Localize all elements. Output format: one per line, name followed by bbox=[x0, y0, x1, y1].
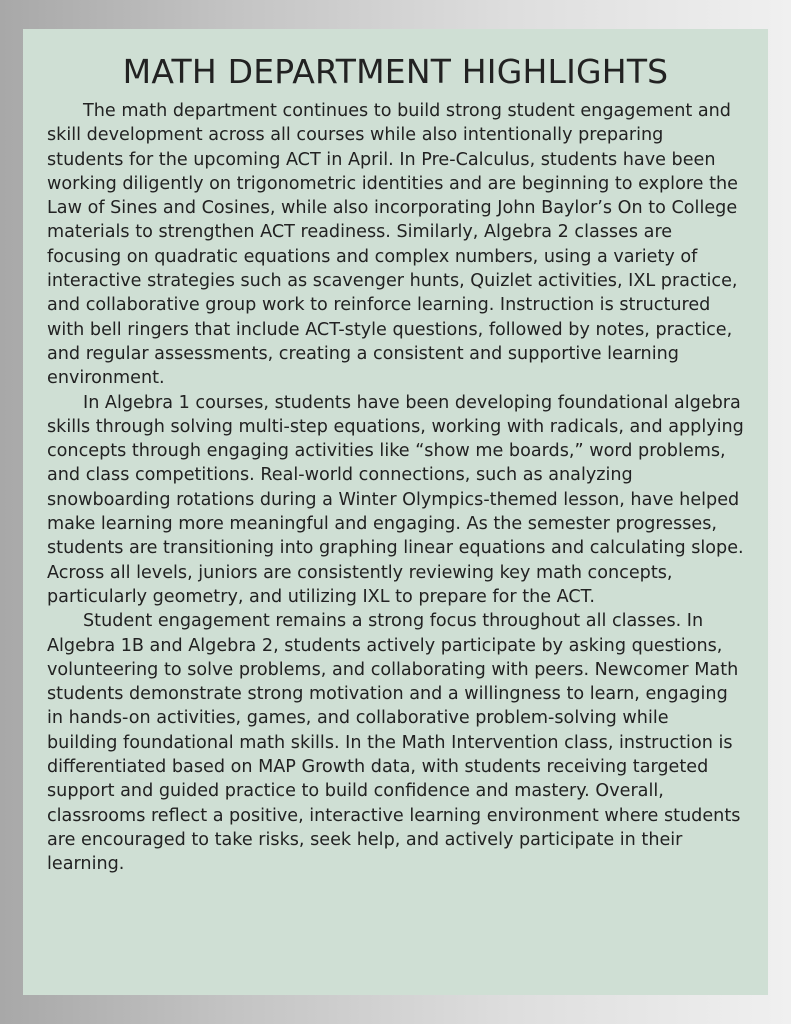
article-body bbox=[47, 99, 744, 877]
paragraph-algebra-1: In Algebra 1 courses, students have been developing foundational algebra skills through solving multi-step equations, working with radicals, and applying concepts through engaging activities like “show me boards,” word problems, and class competitions. Real-world connections, such as analyzing snowboarding rotations during a Winter Olympics-themed lesson, have helped make learning more meaningful and engaging. As the semester progresses, students are transitioning into graphing linear equations and calculating slope. Across all levels, juniors are consistently reviewing key math concepts, particularly geometry, and utilizing IXL to prepare for the ACT. bbox=[47, 392, 744, 607]
paragraph-pre-calculus-algebra-2: The math department continues to build strong student engagement and skill development across all courses while also intentionally preparing students for the upcoming ACT in April. In Pre-Calculus, students have been working diligently on trigonometric identities and are beginning to explore the Law of Sines and Cosines, while also incorporating John Baylor’s On to College materials to strengthen ACT readiness. Similarly, Algebra 2 classes are focusing on quadratic equations and complex numbers, using a variety of interactive strategies such as scavenger hunts, Quizlet activities, IXL practice, and collaborative group work to reinforce learning. Instruction is structured with bell ringers that include ACT-style questions, followed by notes, practice, and regular assessments, creating a consistent and supportive learning environment. bbox=[47, 101, 738, 389]
paragraph-student-engagement: Student engagement remains a strong focus throughout all classes. In Algebra 1B and Algebra 2, students actively participate by asking questions, volunteering to solve problems, and collaborating with peers. Newcomer Math students demonstrate strong motivation and a willingness to learn, engaging in hands-on activities, games, and collaborative problem-solving while building foundational math skills. In the Math Intervention class, instruction is differentiated based on MAP Growth data, with students receiving targeted support and guided practice to build confidence and mastery. Overall, classrooms reflect a positive, interactive learning environment where students are encouraged to take risks, seek help, and actively participate in their learning. bbox=[47, 611, 741, 875]
page-title: MATH DEPARTMENT HIGHLIGHTS bbox=[122, 52, 669, 91]
highlights-card bbox=[23, 29, 768, 995]
